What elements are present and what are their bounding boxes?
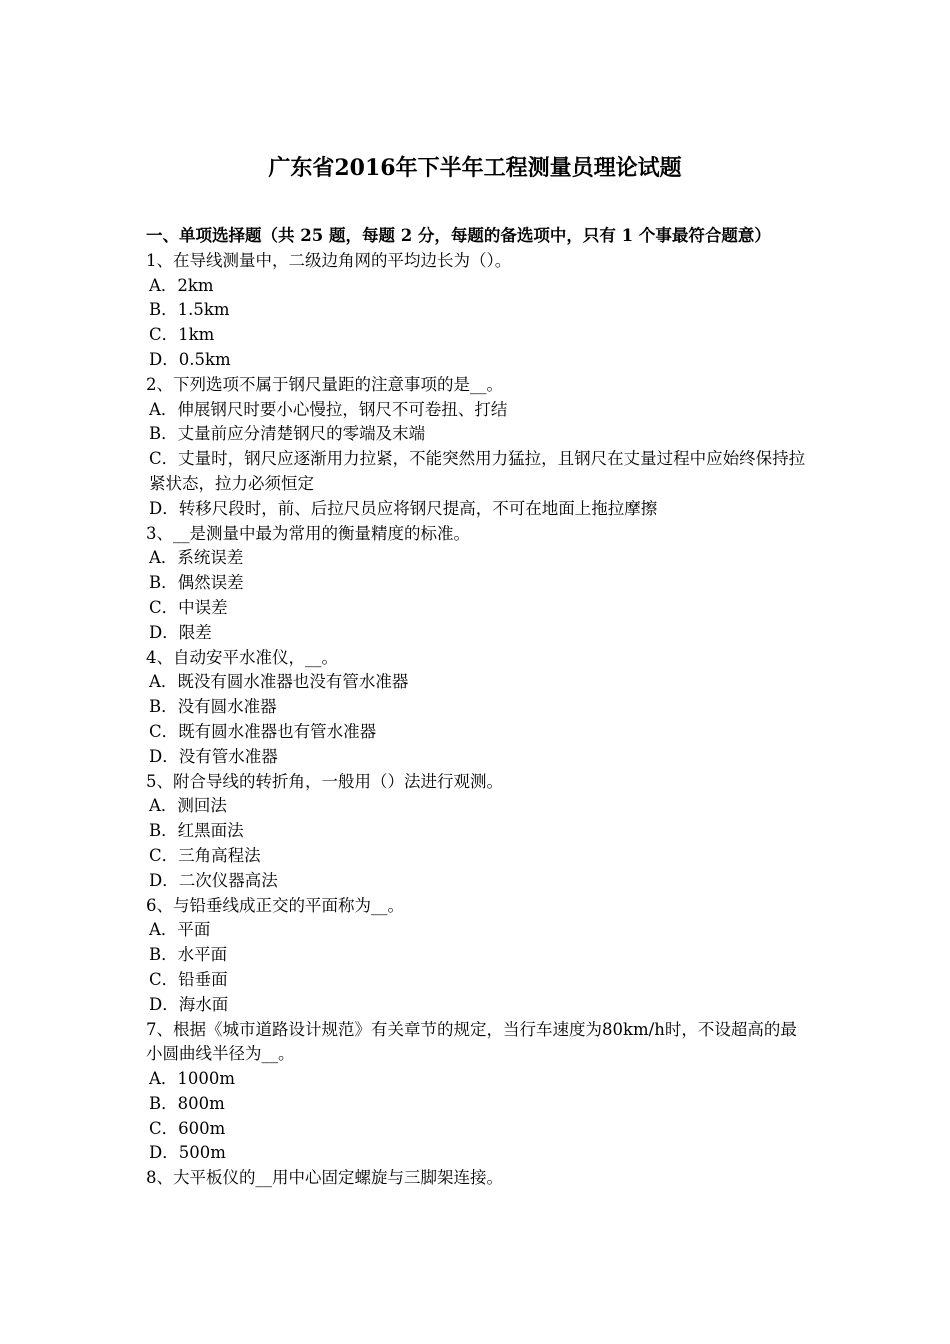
question-text: 3、__是测量中最为常用的衡量精度的标准。	[146, 523, 470, 543]
answer-option: D．限差	[149, 622, 212, 642]
answer-option: D．0.5km	[149, 349, 231, 369]
question-block	[146, 373, 810, 522]
question-block	[146, 522, 810, 646]
document-body	[146, 224, 810, 1191]
question-text: 7、根据《城市道路设计规范》有关章节的规定，当行车速度为80km/h时，不设超高的最小圆曲线半径为__。	[146, 1019, 797, 1064]
answer-option: C．1km	[149, 325, 215, 345]
answer-option: B．1.5km	[149, 300, 230, 320]
question-block	[146, 249, 810, 373]
document-title: 广东省2016年下半年工程测量员理论试题	[268, 155, 682, 181]
answer-option: C．600m	[149, 1118, 226, 1138]
answer-option: D．没有管水准器	[149, 746, 278, 766]
question-block	[146, 1018, 810, 1167]
answer-option: C．铅垂面	[149, 969, 228, 989]
answer-option: C．中误差	[149, 597, 228, 617]
answer-option: A．既没有圆水准器也没有管水准器	[149, 672, 409, 692]
answer-option: C．三角高程法	[149, 845, 261, 865]
answer-option: A．平面	[149, 920, 211, 940]
question-text: 6、与铅垂线成正交的平面称为__。	[146, 895, 404, 915]
answer-option: D．500m	[149, 1143, 226, 1163]
answer-option: A．测回法	[149, 796, 227, 816]
answer-option: D．转移尺段时，前、后拉尺员应将钢尺提高，不可在地面上拖拉摩擦	[149, 498, 658, 518]
question-text: 4、自动安平水准仪，__。	[146, 647, 338, 667]
question-block	[146, 894, 810, 1018]
answer-option: C．丈量时，钢尺应逐渐用力拉紧，不能突然用力猛拉，且钢尺在丈量过程中应始终保持拉紧状态，拉力必须恒定	[149, 449, 806, 493]
answer-option: A．1000m	[149, 1069, 236, 1089]
answer-option: B．偶然误差	[149, 573, 244, 593]
question-text: 5、附合导线的转折角，一般用（）法进行观测。	[146, 771, 503, 791]
answer-option: B．丈量前应分清楚钢尺的零端及末端	[149, 424, 426, 444]
question-list	[146, 249, 810, 1191]
question-text: 8、大平板仪的__用中心固定螺旋与三脚架连接。	[146, 1168, 503, 1188]
section-heading: 一、单项选择题（共 25 题，每题 2 分，每题的备选项中，只有 1 个事最符合题意）	[146, 226, 771, 245]
answer-option: B．没有圆水准器	[149, 697, 277, 717]
answer-option: A．系统误差	[149, 548, 244, 568]
answer-option: B．水平面	[149, 945, 228, 965]
answer-option: A．伸展钢尺时要小心慢拉，钢尺不可卷扭、打结	[149, 399, 508, 419]
question-block	[146, 646, 810, 770]
question-text: 2、下列选项不属于钢尺量距的注意事项的是__。	[146, 374, 503, 394]
answer-option: C．既有圆水准器也有管水准器	[149, 721, 377, 741]
question-text: 1、在导线测量中，二级边角网的平均边长为（）。	[146, 250, 512, 270]
answer-option: D．海水面	[149, 994, 229, 1014]
question-block	[146, 1166, 810, 1191]
answer-option: D．二次仪器高法	[149, 870, 278, 890]
answer-option: B．800m	[149, 1093, 225, 1113]
answer-option: B．红黑面法	[149, 821, 244, 841]
answer-option: A．2km	[149, 275, 214, 295]
question-block	[146, 770, 810, 894]
